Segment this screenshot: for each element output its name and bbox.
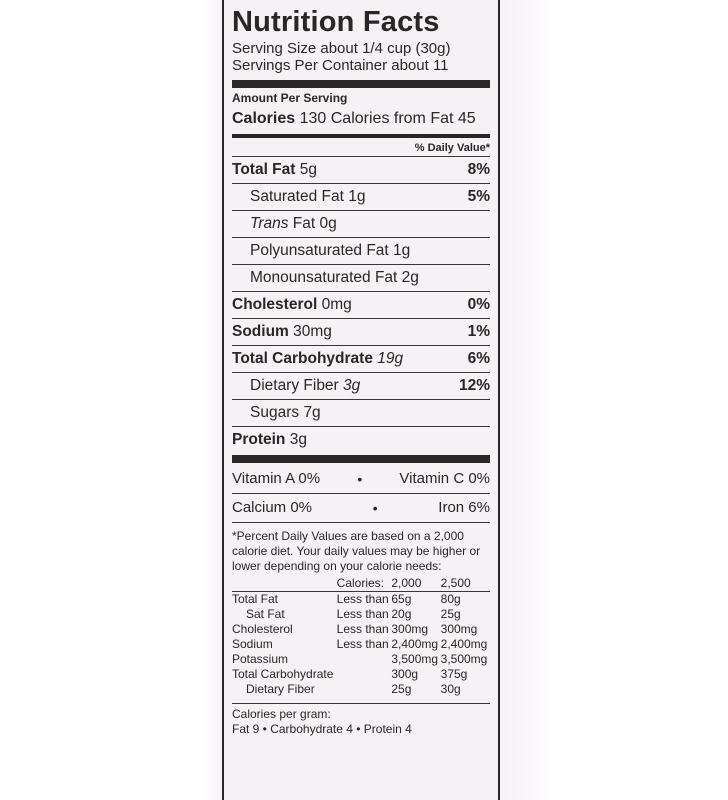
dv-header-cell — [232, 576, 337, 592]
dv-cell: 80g — [440, 592, 461, 606]
trans-fat-label: Fat — [292, 215, 316, 232]
calories-per-gram — [232, 703, 490, 737]
total-fat-text — [232, 157, 317, 183]
dv-cell: 30g — [440, 682, 461, 696]
dv-cell: Less than — [336, 622, 389, 636]
sodium-label: Sodium — [232, 323, 289, 340]
bullet-separator: • — [372, 500, 378, 516]
monounsaturated-fat-row — [232, 265, 490, 292]
total-carbohydrate-label: Total Carbohydrate — [232, 350, 373, 367]
dv-cell: Less than — [336, 607, 389, 621]
cholesterol-pct: 0% — [467, 296, 490, 313]
sodium-pct: 1% — [467, 323, 490, 340]
trans-fat-row — [232, 211, 490, 238]
divider-thick-2 — [232, 455, 490, 463]
total-fat-pct: 8% — [467, 161, 490, 178]
total-fat-amount: 5g — [299, 161, 317, 178]
vitamin-a: Vitamin A 0% — [232, 470, 321, 487]
saturated-fat-row — [232, 184, 490, 211]
total-carbohydrate-pct: 6% — [467, 350, 490, 367]
divider-medium — [232, 134, 490, 138]
total-carbohydrate-text — [232, 346, 403, 372]
dv-cell: Sodium — [232, 637, 273, 651]
vitamin-row-2 — [232, 494, 490, 523]
amount-per-serving: Amount Per Serving — [232, 91, 348, 105]
cholesterol-row — [232, 292, 490, 319]
nutrition-facts-label — [222, 0, 500, 800]
daily-value-header: % Daily Value* — [232, 140, 490, 157]
dietary-fiber-row — [232, 373, 490, 400]
total-fat-label: Total Fat — [232, 161, 296, 178]
sodium-row — [232, 319, 490, 346]
dv-cell: 25g — [391, 682, 412, 696]
cholesterol-text — [232, 292, 352, 318]
total-carbohydrate-amount: 19g — [377, 350, 404, 367]
protein-row — [232, 427, 490, 453]
polyunsaturated-fat-row — [232, 238, 490, 265]
dv-cell: Potassium — [232, 652, 289, 666]
sugars-row — [232, 400, 490, 427]
dv-cell: Total Carbohydrate — [232, 667, 334, 681]
bullet-separator: • — [357, 471, 363, 487]
trans-fat-label-italic: Trans — [250, 215, 289, 232]
dv-header-cell: 2,500 — [441, 576, 490, 592]
sugars-text — [250, 400, 321, 426]
polyunsaturated-fat-amount: 1g — [393, 242, 411, 259]
saturated-fat-amount: 1g — [348, 188, 366, 205]
saturated-fat-text — [250, 184, 365, 210]
total-fat-row — [232, 157, 490, 184]
calories-value: 130 — [299, 110, 327, 127]
polyunsaturated-fat-text — [250, 238, 410, 264]
total-carbohydrate-row — [232, 346, 490, 373]
daily-value-footnote: *Percent Daily Values are based on a 2,000 calorie diet. Your daily values may be higher or lower depending on your calorie needs: — [232, 529, 481, 573]
dv-header-cell: Calories: — [337, 576, 392, 592]
serving-size: Serving Size about 1/4 cup (30g) — [232, 40, 451, 57]
servings-per-container: Servings Per Container about 11 — [232, 57, 449, 74]
trans-fat-amount: 0g — [319, 215, 337, 232]
sugars-label: Sugars — [250, 404, 300, 421]
table-row — [232, 637, 490, 652]
iron: Iron 6% — [438, 499, 490, 516]
dv-cell: 300g — [391, 667, 419, 681]
calcium: Calcium 0% — [232, 499, 313, 516]
table-row — [232, 682, 490, 697]
sodium-amount: 30mg — [293, 323, 332, 340]
table-row — [232, 652, 490, 667]
dv-cell — [337, 667, 392, 682]
dv-cell: 375g — [440, 667, 468, 681]
dv-cell: 65g — [391, 592, 412, 606]
dv-table-header — [232, 576, 490, 592]
monounsaturated-fat-label: Monounsaturated Fat — [250, 269, 398, 286]
dv-cell: Total Fat — [232, 592, 279, 606]
vitamin-row-1 — [232, 465, 490, 494]
dv-cell — [337, 652, 392, 667]
saturated-fat-label: Saturated Fat — [250, 188, 344, 205]
dietary-fiber-label: Dietary Fiber — [250, 377, 339, 394]
dv-cell: Cholesterol — [232, 622, 293, 636]
dv-cell: Dietary Fiber — [246, 682, 315, 696]
saturated-fat-pct: 5% — [467, 188, 490, 205]
daily-value-table — [232, 576, 490, 697]
dv-cell: 300mg — [391, 622, 429, 636]
divider-thick — [232, 80, 490, 88]
dv-header-cell: 2,000 — [391, 576, 440, 592]
sodium-text — [232, 319, 332, 345]
table-row — [232, 607, 490, 622]
dietary-fiber-amount: 3g — [343, 377, 361, 394]
dv-cell: 300mg — [440, 622, 478, 636]
table-row — [232, 592, 490, 608]
calories-from-fat: Calories from Fat 45 — [330, 110, 476, 127]
calories-row — [232, 106, 490, 132]
calories-text — [232, 106, 476, 132]
dv-cell — [337, 682, 392, 697]
vitamin-c: Vitamin C 0% — [399, 470, 490, 487]
table-row — [232, 622, 490, 637]
calories-per-gram-label: Calories per gram: — [232, 707, 331, 721]
calories-label: Calories — [232, 110, 296, 127]
label-title: Nutrition Facts — [232, 6, 440, 38]
sugars-amount: 7g — [303, 404, 321, 421]
dv-cell: Less than — [336, 592, 389, 606]
cholesterol-label: Cholesterol — [232, 296, 318, 313]
dietary-fiber-text — [250, 373, 360, 399]
monounsaturated-fat-amount: 2g — [401, 269, 419, 286]
table-row — [232, 667, 490, 682]
monounsaturated-fat-text — [250, 265, 419, 291]
polyunsaturated-fat-label: Polyunsaturated Fat — [250, 242, 389, 259]
dv-cell: 3,500mg — [391, 652, 439, 666]
protein-amount: 3g — [289, 431, 307, 448]
dv-cell: Less than — [336, 637, 389, 651]
dv-cell: 2,400mg — [440, 637, 488, 651]
protein-label: Protein — [232, 431, 286, 448]
dv-cell: 2,400mg — [391, 637, 439, 651]
protein-text — [232, 427, 307, 453]
dv-cell: 3,500mg — [440, 652, 488, 666]
calories-per-gram-values: Fat 9 • Carbohydrate 4 • Protein 4 — [232, 722, 412, 736]
trans-fat-text — [250, 211, 337, 237]
dv-cell: 25g — [440, 607, 461, 621]
dietary-fiber-pct: 12% — [458, 377, 490, 394]
dv-cell: Sat Fat — [246, 607, 285, 621]
dv-cell: 20g — [391, 607, 412, 621]
cholesterol-amount: 0mg — [321, 296, 352, 313]
